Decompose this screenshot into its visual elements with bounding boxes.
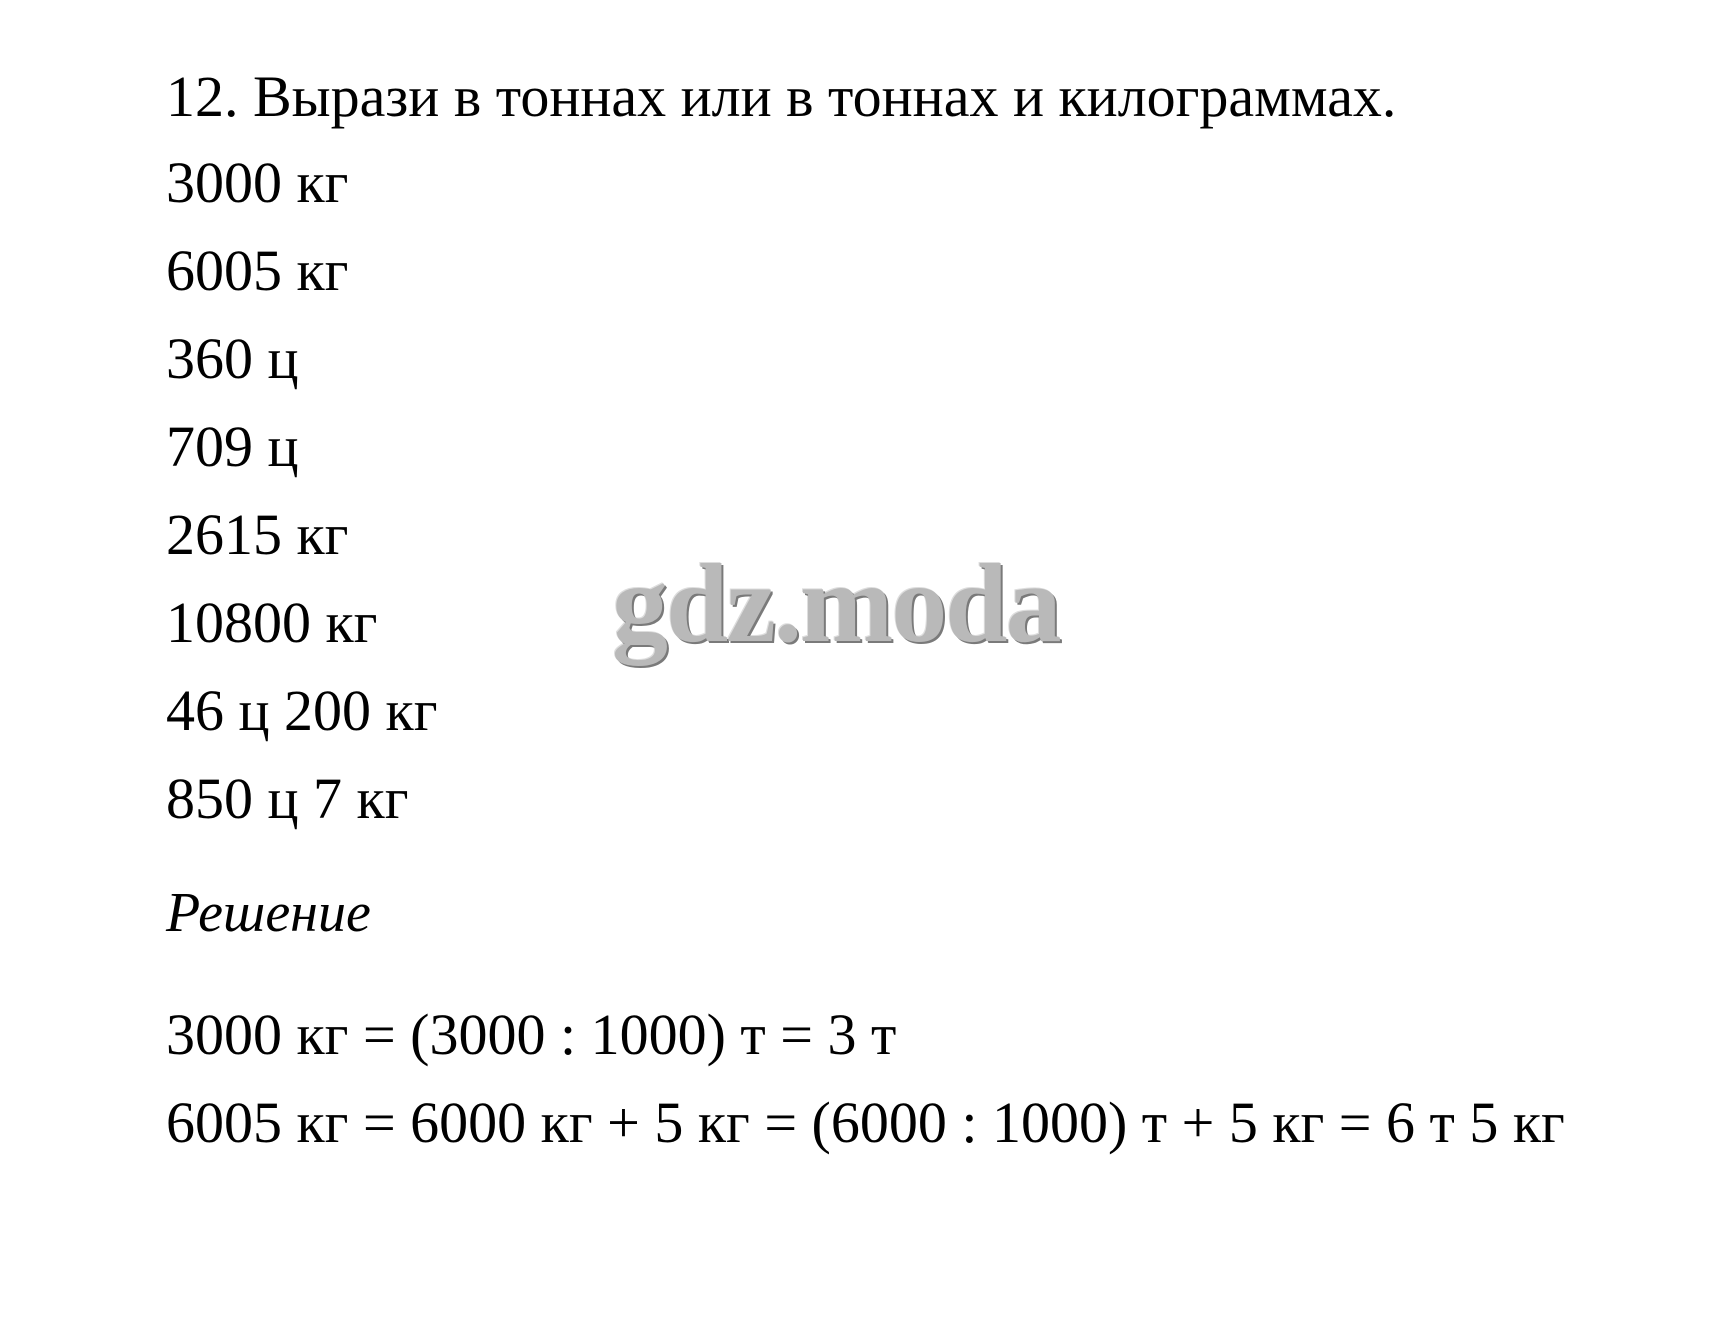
task-item: 46 ц 200 кг — [166, 678, 438, 743]
solution-line: 3000 кг = (3000 : 1000) т = 3 т — [166, 1002, 897, 1067]
solution-line: 6005 кг = 6000 кг + 5 кг = (6000 : 1000) т + 5 кг = 6 т 5 кг — [166, 1090, 1565, 1155]
task-item: 709 ц — [166, 414, 299, 479]
task-item: 3000 кг — [166, 150, 349, 215]
task-item: 850 ц 7 кг — [166, 766, 409, 831]
task-title: 12. Вырази в тоннах или в тоннах и килограммах. — [166, 64, 1397, 129]
task-item: 360 ц — [166, 326, 299, 391]
watermark-logo: gdz.moda — [612, 542, 1060, 666]
solution-heading: Решение — [166, 882, 371, 944]
task-item: 2615 кг — [166, 502, 349, 567]
task-item: 6005 кг — [166, 238, 349, 303]
task-item: 10800 кг — [166, 590, 378, 655]
